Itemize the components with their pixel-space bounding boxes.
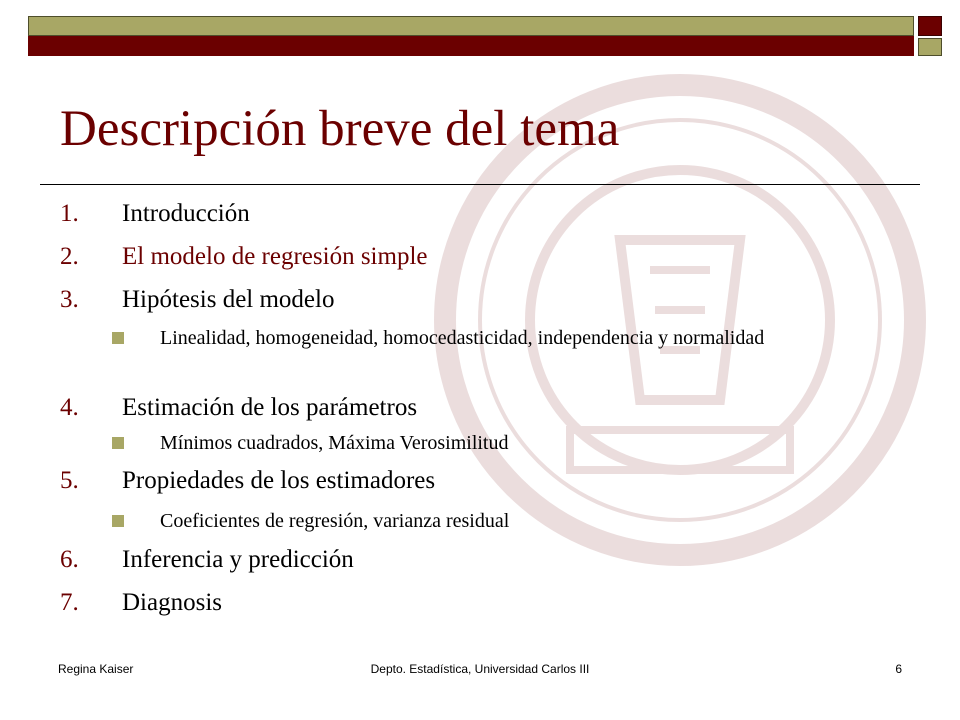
footer-department: Depto. Estadística, Universidad Carlos III: [370, 662, 590, 676]
list-item-number: 7.: [60, 589, 79, 616]
top-maroon-bar: [28, 36, 914, 56]
square-bullet-icon: [112, 515, 124, 527]
corner-square-olive: [918, 38, 942, 56]
list-item-number: 4.: [60, 394, 79, 421]
list-item-number: 5.: [60, 467, 79, 494]
list-item-text: Hipótesis del modelo: [122, 286, 335, 313]
sub-list-item-text: Linealidad, homogeneidad, homocedasticidad, independencia y normalidad: [160, 327, 765, 349]
list-item-text: Estimación de los parámetros: [122, 394, 418, 421]
list-item-text: Inferencia y predicción: [122, 546, 354, 573]
square-bullet-icon: [112, 437, 124, 449]
square-bullet-icon: [112, 332, 124, 344]
footer-page-number: 6: [895, 662, 902, 676]
corner-square-maroon: [918, 16, 942, 36]
slide-title: Descripción breve del tema: [60, 101, 620, 157]
footer-author: Regina Kaiser: [58, 662, 134, 676]
sub-list-item-text: Mínimos cuadrados, Máxima Verosimilitud: [160, 432, 509, 454]
list-item-number: 2.: [60, 243, 79, 270]
sub-list-item-text: Coeficientes de regresión, varianza residual: [160, 510, 510, 532]
top-olive-bar: [28, 16, 914, 36]
list-item-number: 1.: [60, 200, 79, 227]
list-item-text: Diagnosis: [122, 589, 222, 616]
list-item-text-highlighted: El modelo de regresión simple: [122, 243, 428, 270]
list-item-number: 6.: [60, 546, 79, 573]
list-item-text: Propiedades de los estimadores: [122, 467, 436, 494]
list-item-text: Introducción: [122, 200, 250, 227]
title-divider: [40, 184, 920, 185]
list-item-number: 3.: [60, 286, 79, 313]
